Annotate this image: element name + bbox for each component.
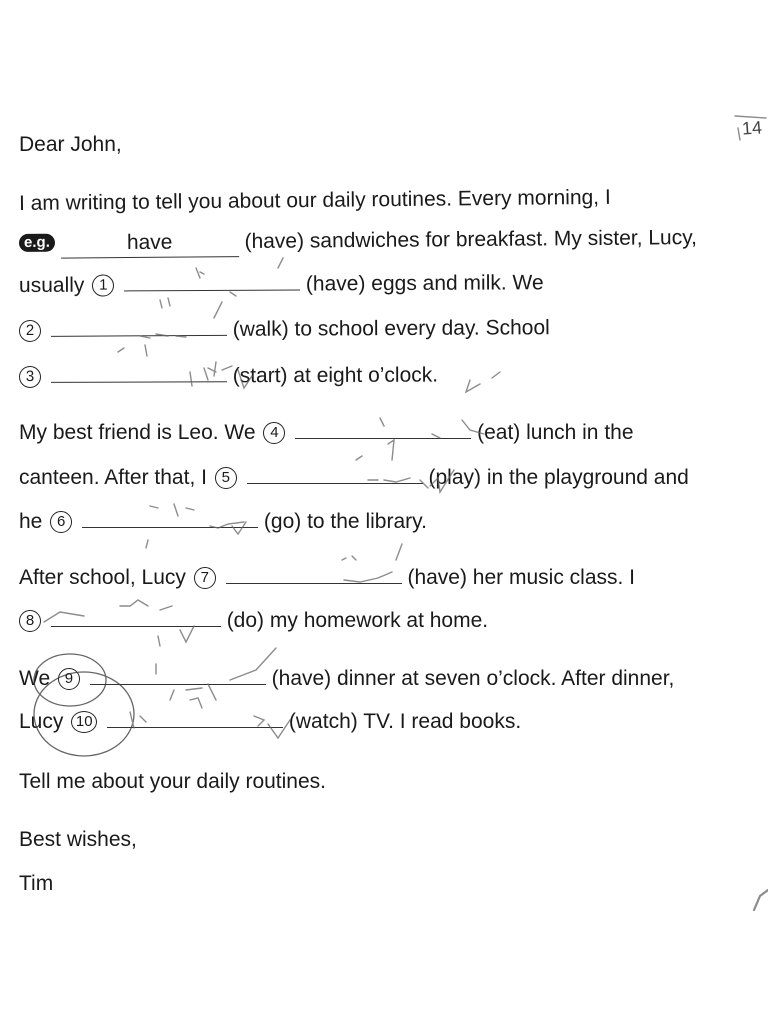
question-number-6: 6 — [50, 511, 72, 533]
paragraph1-line4 — [19, 314, 550, 345]
question-number-2: 2 — [19, 320, 41, 342]
question-number-4: 4 — [263, 422, 285, 444]
paragraph4-line2 — [19, 708, 521, 736]
paragraph2-line1 — [19, 419, 634, 447]
question-number-7: 7 — [194, 567, 216, 589]
answer-blank-5[interactable] — [247, 465, 423, 484]
answer-blank-4[interactable] — [295, 420, 471, 439]
answer-blank-10[interactable] — [107, 709, 283, 728]
paragraph1-line3 — [19, 269, 544, 300]
paragraph1-line5 — [19, 362, 438, 391]
answer-blank-1[interactable] — [124, 272, 300, 292]
line-text: We — [19, 667, 51, 690]
line-text: After school, Lucy — [19, 566, 186, 589]
answer-blank-7[interactable] — [226, 565, 402, 584]
example-text: (have) sandwiches for breakfast. My sister, Lucy, — [244, 226, 698, 254]
question-number-9: 9 — [58, 668, 80, 690]
greeting: Dear John, — [19, 133, 122, 156]
paragraph3-line2 — [19, 607, 488, 635]
line-text: (have) dinner at seven o’clock. After dinner, — [271, 667, 675, 690]
paragraph4-line1 — [19, 665, 674, 693]
line-text: (start) at eight o’clock. — [232, 363, 439, 388]
score-mark: 14 — [741, 117, 763, 139]
question-number-5: 5 — [215, 467, 237, 489]
example-answer-blank[interactable] — [61, 228, 239, 259]
sign-off: Best wishes, — [19, 828, 137, 851]
question-number-3: 3 — [19, 366, 41, 388]
paragraph1-line1: I am writing to tell you about our daily routines. Every morning, I — [18, 185, 611, 215]
answer-blank-3[interactable] — [51, 363, 227, 383]
line-text: (do) my homework at home. — [226, 609, 489, 632]
line-text: (eat) lunch in the — [477, 421, 634, 444]
paragraph1-line2 — [19, 224, 697, 259]
line-text: My best friend is Leo. We — [19, 421, 256, 444]
line-text: Lucy — [19, 710, 64, 733]
signature: Tim — [19, 872, 54, 895]
line-text: he — [19, 510, 43, 533]
question-number-1: 1 — [92, 275, 114, 297]
line-text: canteen. After that, I — [19, 466, 207, 489]
answer-blank-9[interactable] — [90, 666, 266, 685]
question-number-8: 8 — [19, 610, 41, 632]
answer-blank-8[interactable] — [51, 608, 221, 627]
line-text: (walk) to school every day. School — [232, 316, 550, 341]
line-text: (play) in the playground and — [428, 466, 689, 489]
example-answer: have — [126, 230, 173, 255]
answer-blank-6[interactable] — [82, 509, 258, 528]
line-text: (watch) TV. I read books. — [288, 710, 522, 733]
paragraph2-line3 — [19, 508, 427, 536]
line-text: (have) her music class. I — [407, 566, 636, 589]
paragraph3-line1 — [19, 564, 635, 592]
answer-blank-2[interactable] — [51, 317, 227, 337]
line-text: (have) eggs and milk. We — [305, 271, 544, 296]
example-badge: e.g. — [19, 234, 55, 252]
question-number-10: 10 — [71, 711, 97, 733]
line-text: usually — [18, 273, 85, 297]
paragraph2-line2 — [19, 464, 689, 492]
line-text: (go) to the library. — [263, 510, 427, 533]
closing-line: Tell me about your daily routines. — [19, 770, 326, 793]
